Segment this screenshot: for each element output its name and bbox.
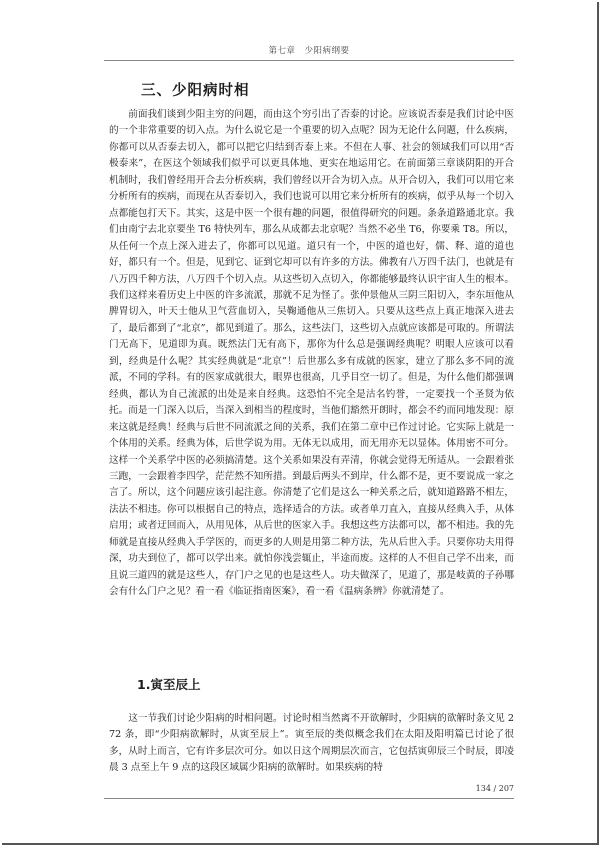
footer-rule bbox=[104, 798, 514, 799]
running-header: 第七章 少阳病纲要 bbox=[268, 46, 350, 56]
section-title: 三、少阳病时相 bbox=[141, 83, 250, 99]
page-number: 134 / 207 bbox=[475, 784, 514, 793]
subsection-title: 1.寅至辰上 bbox=[137, 677, 201, 692]
header-rule bbox=[104, 60, 514, 61]
section-paragraph: 前面我们谈到少阳主穷的问题，而由这个穷引出了否泰的讨论。应该说否泰是我们讨论中医的一个非常重要的切入点。为什么说它是一个重要的切入点呢？因为无论什么问题，什么疾病，你都可以从否泰去切入，都可以把它归结到否泰上来。不但在人事、社会的领域我们可以用“否极泰来”，在医这个领域我们似乎可以更具体地、更实在地运用它。在前面第三章谈阴阳的开合机制时，我们曾经用开合去分析疾病，我们曾经以开合为切入点。从开合切入，我们可以用它来分析所有的疾病，而现在从否泰切入，我们也说可以用它来分析所有的疾病，似乎从每一个切入点都能包打天下。其实，这是中医一个很有趣的问题，很值得研究的问题。条条道路通北京。我们由南宁去北京要坐 T6 特快列车，那么从成都去北京呢？当然不必坐 T6，你要乘 T8。所以，从任何一个点上深入进去了，你都可以见道。道只有一个，中医的道也好，儒、释、道的道也好，都只有一个。但是，见到它、证到它却可以有许多的方法。佛教有八万四千法门，也就是有八万四千种方法，八万四千个切入点。从这些切入点切入，你都能够最终认识宇宙人生的根本。我们这样来看历史上中医的许多流派，那就不足为怪了。张仲景他从三阴三阳切入，李东垣他从脾胃切入，叶天士他从卫气营血切入，吴鞠通他从三焦切入。只要从这些点上真正地深入进去了，最后都到了“北京”，都见到道了。那么，这些法门，这些切入点就应该都是可取的。所谓法门无高下，见道即为真。既然法门无有高下，那你为什么总是强调经典呢？明眼人应该可以看到，经典是什么呢？其实经典就是“北京”！后世那么多有成就的医家，建立了那么多不同的流派，不同的学科。有的医家成就很大，眼界也很高，几乎目空一切了。但是，为什么他们都强调经典，都认为自己流派的出处是来自经典。这恐怕不完全是沽名钓誉，一定要找一个圣贤为依托。而是一门深入以后，当深入到相当的程度时，当他们豁然开朗时，都会不约而同地发现：原来这就是经典！经典与后世不同流派之间的关系，我们在第二章中已作过讨论。它实际上就是一个体用的关系。经典为体，后世学说为用。无体无以成用，而无用亦无以显体。体用密不可分。这样一个关系学中医的必须搞清楚。这个关系如果没有弄清，你就会觉得无所适从。一会跟着张三跑，一会跟着李四学，茫茫然不知所措。到最后两头不到岸，什么都不是，更不要说成一家之言了。所以，这个问题应该引起注意。你清楚了它们是这么一种关系之后，就知道路路不相左，法法不相违。你可以根据自己的特点，选择适合的方法。或者单刀直入，直接从经典入手，从体启用；或者迂回而入，从用见体，从后世的医家入手。我想这些方法都可以，都不相违。我的先师就是直接从经典入手学医的，而更多的人则是用第二种方法，先从后世入手。只要你功夫用得深，功夫到位了，都可以学出来。就怕你浅尝辄止，半途而废。这样的人不但自己学不出来，而且说三道四的就是这些人，存门户之见的也是这些人。功夫做深了，见道了，那是岐黄的子孙哪会有什么门户之见？看一看《临证指南医案》，看一看《温病条辨》你就清楚了。 bbox=[109, 109, 514, 598]
subsection-paragraph: 这一节我们讨论少阳病的时相问题。讨论时相当然离不开欲解时，少阳病的欲解时条文见 272 条，即“少阳病欲解时，从寅至辰上”。寅至辰的类似概念我们在太阳及阳明篇已讨论了很多，从时上而言，它有许多层次可分。如以日这个周期层次而言，它包括寅卯辰三个时辰，即凌晨 3 点至上午 9 点的这段区域属少阳病的欲解时。如果疾病的特 bbox=[109, 713, 514, 774]
